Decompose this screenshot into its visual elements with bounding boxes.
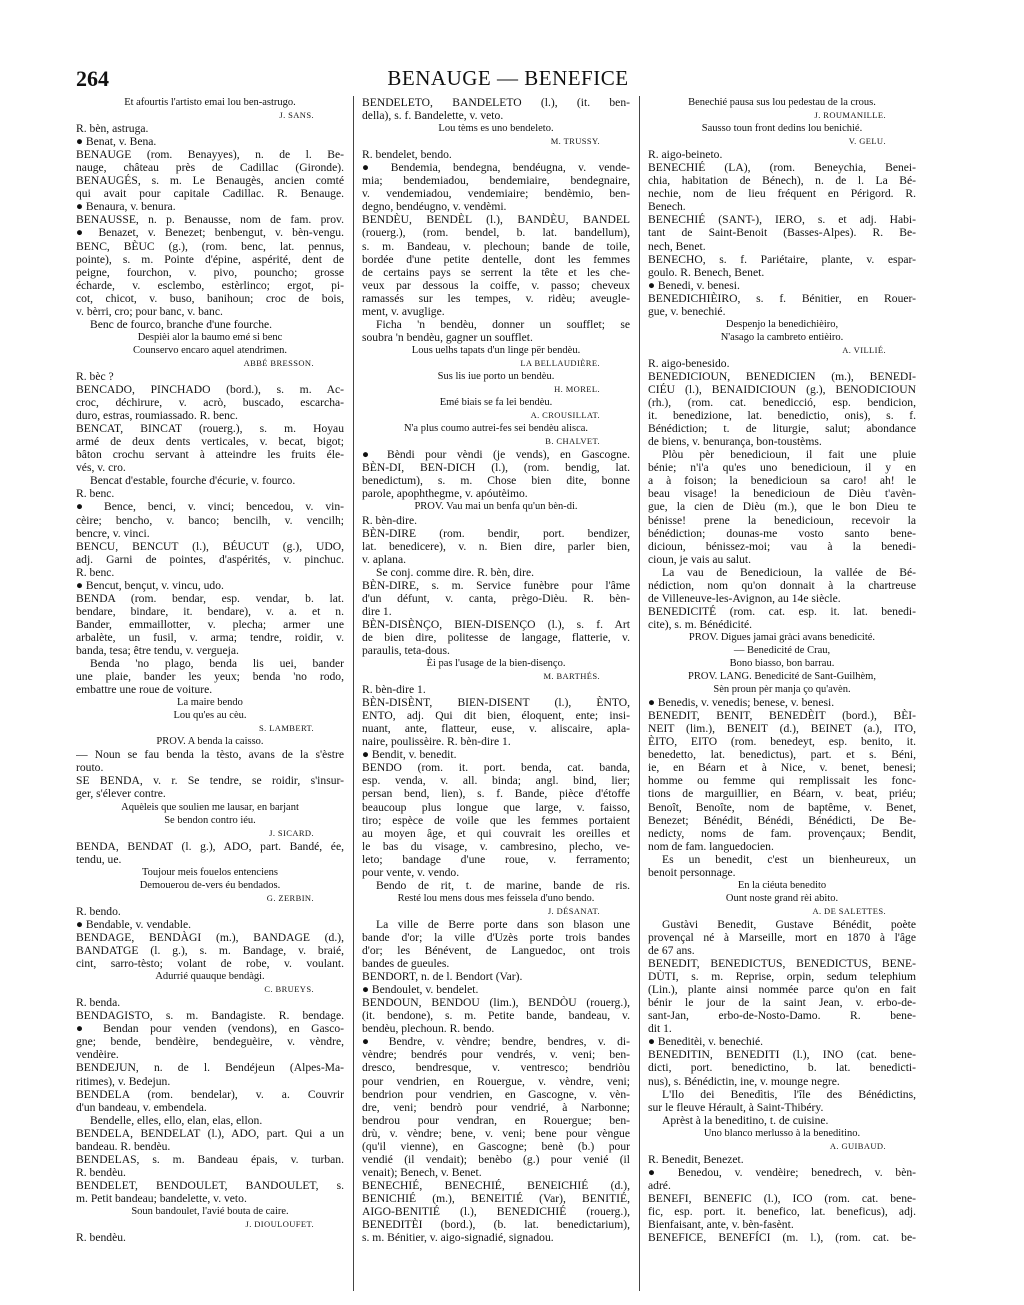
text-line: dire 1.: [362, 604, 392, 618]
text-line: goulo. R. Benech, Benet.: [648, 265, 765, 279]
text-line: BENECHIÉ, BENECHIÉ, BENEICHIÉ (d.),: [362, 1178, 630, 1192]
text-line: En la ciéuta benedito: [737, 879, 827, 891]
text-line: (it. bendone), s. m. Petite bande, bandeau, v.: [362, 1009, 630, 1023]
text-line: BENEDICITÉ (rom. cat. esp. it. lat. benedi-: [648, 604, 916, 618]
text-line: LA BELLAUDIÈRE.: [520, 357, 600, 368]
text-line: Bendelle, elles, ello, elan, elas, ellon.: [90, 1113, 263, 1127]
text-line: embattre une roue de voiture.: [76, 683, 213, 697]
text-line: R. bendo.: [76, 904, 121, 918]
text-line: tendu, ue.: [76, 852, 122, 866]
text-line: BENECHIÉ (LA), (rom. Beneychia, Benei-: [648, 161, 916, 175]
text-line: ● Bendit, v. benedit.: [362, 748, 457, 762]
text-line: La vau de Benedicioun, la vallée de Bé-: [662, 565, 916, 579]
text-line: de 67 ans.: [648, 944, 695, 958]
text-line: BENDAGISTO, s. m. Bandagiste. R. bendage.: [76, 1009, 344, 1023]
text-line: sur le fleuve Hérault, à Saint-Thibéry.: [648, 1100, 824, 1114]
text-line: nech, Benet.: [648, 239, 706, 253]
text-line: Lou qu'es au cèu.: [173, 710, 247, 722]
text-line: Despenjo la benedichièiro,: [725, 318, 839, 330]
text-line: bénie; n'i'a qu'es uno benedicioun, il y en: [648, 461, 916, 475]
text-line: ● Bèndi pour vèndi (je vends), en Gascogne.: [362, 448, 630, 462]
text-line: Despièi alor la baumo emé si benc: [137, 331, 283, 343]
text-line: BENC, BÈUC (g.), (rom. benc, lat. pennus,: [76, 239, 344, 253]
text-line: AIGO-BENITIÉ (l.), BENEDICHIÉ (rouerg.),: [362, 1204, 630, 1218]
text-line: ● Beneditèi, v. benechié.: [648, 1035, 764, 1049]
text-line: it. benedizione, lat. benedictio, onis), s. f.: [648, 409, 916, 423]
text-line: J. SANS.: [279, 110, 314, 121]
text-line: BENDA (rom. bendar, esp. vendar, b. lat.: [76, 591, 344, 605]
text-line: degno, bendéugno, v. vendèmi.: [362, 200, 507, 214]
text-line: L'Ilo dei Benedìtis, l'île des Bénédictins,: [662, 1087, 916, 1101]
text-line: ● Bence, benci, v. vinci; bencedou, v. vin-: [76, 500, 344, 514]
text-line: arbalète, un fusil, v. arma; tendre, roidir, v.: [76, 630, 344, 644]
text-line: veux par dessous la coiffe, v. passo; cheveux: [362, 278, 630, 292]
text-line: ment, v. avuglige.: [362, 304, 445, 318]
text-line: dit 1.: [648, 1022, 672, 1036]
text-line: drù, v. vèndre; bene, v. veni; bene pour vèngue: [362, 1126, 630, 1140]
text-line: Benc de fourco, branche d'une fourche.: [90, 317, 273, 331]
text-line: ● Bendemia, bendegna, bendéugna, v. vende-: [362, 161, 630, 175]
text-line: d'un défunt, v. canta, prègo-Dièu. R. bèn-: [362, 591, 630, 605]
text-line: Toujour meis fouelos entenciens: [141, 866, 279, 878]
text-line: ● Benedi, v. benesi.: [648, 278, 740, 292]
text-line: bendrou pour vendran, en Rouergue; ben-: [362, 1113, 630, 1127]
text-line: H. MOREL.: [554, 384, 600, 395]
text-line: J. DIOULOUFET.: [245, 1219, 314, 1230]
text-line: PROV. LANG. Benedicité de Sant-Guilhèm,: [688, 671, 876, 683]
text-line: ENTO, adj. Qui dit bien, éloquent, ente; insi-: [362, 709, 630, 723]
text-line: SE BENDA, v. r. Se tendre, se roidir, s'insur-: [76, 774, 344, 788]
text-line: tiro; espèce de voile que les femmes portaient: [362, 813, 630, 827]
text-column-3: [648, 96, 916, 1291]
text-line: ● Bendan pour venden (vendons), en Gasco-: [76, 1022, 344, 1036]
text-line: Emé biais se fa lei bendèu.: [439, 397, 553, 409]
text-line: qui avait pour capitale Cadillac. R. Benauge.: [76, 187, 344, 201]
text-line: BANDATGE (l. g.), s. m. Bandage, v. braié,: [76, 944, 344, 958]
text-line: mia; bendemiadou, bendemiaire, bendegnaire,: [362, 174, 630, 188]
text-line: J. ROUMANILLE.: [814, 110, 886, 121]
text-line: v. bèrri, cro; pour banc, v. banc.: [76, 304, 223, 318]
text-line: de bien dire, politesse de langage, flatterie, v.: [362, 630, 630, 644]
text-line: adj. Garni de pointes, d'aspérités, v. pinchuc.: [76, 552, 344, 566]
text-line: pour vente, v. vendo.: [362, 865, 460, 879]
text-line: Counservo encaro aquel atendrimen.: [133, 344, 287, 356]
text-line: nauge, château près de Cadillac (Gironde).: [76, 161, 344, 175]
text-line: nus), s. Bénédictin, ine, v. mounge negre.: [648, 1074, 840, 1088]
text-line: a à foison; la benedicioun sa caro! ah! le: [648, 474, 916, 488]
text-line: R. bèn, astruga.: [76, 122, 149, 136]
text-line: provençal né à Marseille, mort en 1870 à l'âge: [648, 931, 916, 944]
text-line: (qu'il vienne), en Gascogne; benè (b.) pour: [362, 1139, 630, 1153]
text-line: BENDAGE, BENDÀGI (m.), BANDAGE (d.),: [76, 931, 344, 944]
text-line: homme ou femme qui remplissait les fonc-: [648, 774, 916, 788]
text-line: Aquèleis que soulien me lausar, en barjant: [121, 801, 299, 813]
text-line: (Lin.), plante ainsi nommée parce qu'on en fait: [648, 983, 916, 997]
text-line: cioun, je vais au salut.: [648, 552, 752, 566]
text-line: ● Bencut, bençut, v. vincu, udo.: [76, 578, 224, 592]
text-column-2: [362, 96, 630, 1291]
text-line: bordée d'une petite dentelle, dont les femmes: [362, 252, 630, 266]
text-line: ● Bendable, v. vendable.: [76, 917, 192, 931]
text-line: Bander, emmaillotter, v. plecha; armer une: [76, 617, 344, 631]
text-line: A. GUIBAUD.: [829, 1140, 886, 1151]
text-line: Bono biasso, bon barrau.: [729, 658, 835, 670]
text-line: bénédiction; dounas-me vosto santo bene-: [648, 526, 916, 540]
text-line: ● Bendre, v. vèndre; bendre, bendres, v. di-: [362, 1035, 630, 1049]
text-line: M. TRUSSY.: [550, 136, 600, 147]
text-line: BENECHO, s. f. Pariétaire, plante, v. espar-: [648, 252, 916, 266]
text-line: ● Bendoulet, v. bendelet.: [362, 983, 479, 997]
text-line: une plaie, bander les yeux; benda 'no rodo,: [76, 670, 344, 684]
text-line: s. m. Bénitier, v. aigo-signadié, signadou.: [362, 1231, 554, 1245]
text-line: — Benedicité de Crau,: [733, 644, 831, 656]
text-line: DÙTI, s. m. Reprise, orpin, sedum telephium: [648, 970, 916, 984]
text-line: R. bèc ?: [76, 369, 114, 383]
text-line: bandes de gueules.: [362, 957, 450, 971]
text-line: BENCAT, BINCAT (rouerg.), s. m. Hoyau: [76, 422, 344, 436]
text-line: le bas du visage, v. cambresino, plecho, ve-: [362, 839, 630, 853]
text-line: BÈN-DI, BEN-DICH (l.), (rom. bendig, lat.: [362, 461, 630, 475]
text-line: de certains pays se serrent la tête et les che-: [362, 265, 630, 279]
text-line: La maire bendo: [177, 697, 243, 709]
text-line: tions de marguillier, en Béarn, v. beat, priéu;: [648, 787, 916, 801]
text-line: A. DE SALETTES.: [812, 905, 886, 916]
text-line: Sausso toun front dedins lou benichié.: [701, 123, 863, 135]
text-line: BÈN-DISÈNT, BIEN-DISENT (l.), ÈNTO,: [362, 696, 630, 710]
text-line: BENEDICHIÈIRO, s. f. Bénitier, en Rouer-: [648, 291, 916, 305]
text-line: R. Benedit, Benezet.: [648, 1152, 744, 1166]
text-line: Benezet; Bénédit, Bénédi, Bénédicti, De Be-: [648, 813, 916, 827]
text-line: R. bendèu.: [76, 1165, 126, 1179]
text-line: beau visage! la benedicioun de Dièu t'avèn-: [648, 487, 916, 501]
text-line: Sus lis iue porto un bendèu.: [437, 370, 555, 382]
text-line: Bencat d'estable, fourche d'écurie, v. fourco.: [90, 474, 296, 488]
text-line: Et afourtis l'artisto emai lou ben-astrugo.: [124, 97, 296, 108]
text-line: Ficha 'n bendèu, donner un soufflet; se: [376, 317, 630, 331]
text-line: G. ZERBIN.: [266, 892, 314, 903]
text-line: ÈITO, EITO (rom. benedeyt, esp. benito, it.: [648, 735, 916, 749]
text-line: v. aplana.: [362, 552, 406, 566]
text-line: croc, déchirure, v. acrò, buscado, escarcha-: [76, 396, 344, 410]
text-line: gue, v. benechié.: [648, 304, 726, 318]
text-line: vés, v. cro.: [76, 461, 126, 475]
text-line: cite), s. m. Bénédicité.: [648, 617, 752, 631]
text-line: ramassés sur les tempes, v. ridèu; aveugle-: [362, 291, 630, 305]
text-line: esp. venda, v. all. binda; angl. bind, lier;: [362, 774, 630, 788]
text-line: Plòu pèr benedicioun, il fait une pluie: [662, 448, 916, 462]
text-line: ● Benazet, v. Benezet; benbengut, v. bèn-vengu.: [76, 226, 344, 240]
text-line: sant-Jan, erbo-de-Nosto-Damo. R. bene-: [648, 1009, 916, 1023]
text-line: parole, apophthegme, v. apóutèimo.: [362, 487, 528, 501]
text-line: R. bèn-dire.: [362, 513, 418, 527]
text-line: BENDOUN, BENDOU (lim.), BENDÒU (rouerg.),: [362, 996, 630, 1010]
text-line: bencre, v. vinci.: [76, 526, 150, 540]
text-line: Demouerou de-vers éu bendados.: [139, 879, 281, 891]
text-line: BENDÈU, BENDÈL (l.), BANDÈU, BANDEL: [362, 213, 630, 227]
text-line: N'asago la cambreto entièiro.: [720, 331, 844, 343]
text-line: dre, veni; bendrò pour vendrié, à Narbonne;: [362, 1100, 630, 1114]
text-line: BENDA, BENDAT (l. g.), ADO, part. Bandé, ée,: [76, 839, 344, 853]
text-line: nechie, nom de lieu fréquent en Périgord. R.: [648, 187, 916, 201]
text-line: BENCADO, PINCHADO (bord.), s. m. Ac-: [76, 383, 344, 397]
text-line: Se bendon contro iéu.: [164, 814, 256, 826]
text-line: BÈN-DIRE, s. m. Service funèbre pour l'âme: [362, 578, 630, 592]
text-line: ● Benedou, v. vendèire; benedrech, v. bèn-: [648, 1165, 916, 1179]
column-divider: [353, 96, 354, 1291]
text-line: BENDELAS, s. m. Bandeau épais, v. turban.: [76, 1152, 344, 1166]
text-line: dresco, bendresque, v. ventresco; bendriòu: [362, 1061, 630, 1075]
text-line: (rouerg.), (rom. bendel, b. lat. bandellum),: [362, 226, 630, 240]
text-line: (rh.), (rom. cat. benedicció, esp. bendicion,: [648, 396, 916, 410]
text-line: tant de Saint-Benoit (Basses-Alpes). R. Be-: [648, 226, 916, 240]
text-line: gne; bende, bendèire, bendeguèire, v. vèndre,: [76, 1035, 344, 1049]
text-line: bendare, bindare, it. bendare), v. a. et n.: [76, 604, 344, 618]
text-line: PROV. Vau mai un benfa qu'un bèn-di.: [414, 501, 578, 513]
text-line: bandeau. R. bendèu.: [76, 1139, 171, 1153]
text-line: écharde, v. esclembo, estèrlinco; ergot, pi-: [76, 278, 344, 292]
text-line: cint, sarro-tèsto; volant de robe, v. voulant.: [76, 957, 344, 971]
text-line: de Villeneuve-les-Avignon, au 14e siècle.: [648, 591, 841, 605]
text-line: duro, estras, roumiassado. R. benc.: [76, 409, 238, 423]
text-line: Bienfaisant, ante, v. bèn-fasènt.: [648, 1218, 794, 1232]
text-line: Benda 'no plago, benda lis uei, bander: [90, 657, 344, 671]
text-line: J. DÉSANAT.: [547, 905, 600, 916]
text-line: peigne, fourchon, v. pivo, pouncho; grosse: [76, 265, 344, 279]
text-line: BENDELETO, BANDELETO (l.), (it. ben-: [362, 96, 630, 109]
text-line: chia, habitation de Bénech), n. de l. La Bé-: [648, 174, 916, 188]
text-line: beaucoup plus longue que large, v. faisso,: [362, 800, 630, 814]
text-line: — Noun se fau benda la tèsto, avans de la s'èstre: [76, 748, 344, 762]
running-title: BENAUGE — BENEFICE: [387, 66, 629, 90]
text-line: ● Benaura, v. benura.: [76, 200, 176, 214]
text-line: BENAUGÉS, s. m. Le Benaugès, ancien comté: [76, 174, 344, 188]
column-divider: [639, 96, 640, 1291]
text-line: Se conj. comme dire. R. bèn, dire.: [376, 565, 535, 579]
text-line: nom de fam. languedocien.: [648, 839, 774, 853]
text-line: adré.: [648, 1178, 671, 1192]
text-line: banda, tesa; être tendu, v. vergueja.: [76, 643, 239, 657]
text-line: Ount noste grand rèi abito.: [725, 892, 839, 904]
text-line: m. Petit bandeau; bandelette, v. veto.: [76, 1191, 247, 1205]
text-line: armé de deux dents verticales, v. becat, bigot;: [76, 435, 344, 449]
text-line: bendèu, plechoun. R. bendo.: [362, 1022, 495, 1036]
text-line: PROV. Digues jamai gràci avans benedicité.: [688, 631, 876, 643]
text-line: nedicty, noms de fam. provençaux; Bendit,: [648, 826, 916, 840]
text-line: vendié (il vendait); benèbo (g.) pour venié (il: [362, 1152, 630, 1166]
text-line: R. benda.: [76, 996, 121, 1010]
text-line: Sèn proun pèr manja ço qu'avèn.: [713, 684, 851, 696]
text-line: BENEDICIOUN, BENEDICIEN (m.), BENEDI-: [648, 369, 916, 383]
text-line: ritimes), v. Bedejun.: [76, 1074, 171, 1088]
text-line: BENDELA (rom. bendelar), v. a. Couvrir: [76, 1087, 344, 1101]
text-line: S. LAMBERT.: [259, 723, 314, 734]
text-line: BENEDITIN, BENEDITI (l.), INO (cat. bene-: [648, 1048, 916, 1062]
text-line: CIÉU (l.), BENAIDICIOUN (g.), BENODICIOUN: [648, 383, 916, 397]
text-line: Bénédiction; t. de liturgie, salut; abondance: [648, 422, 916, 436]
text-line: paraulis, teta-dous.: [362, 643, 450, 657]
text-line: Benech.: [648, 200, 686, 214]
text-line: ● Benedis, v. venedis; benese, v. benesi.: [648, 696, 835, 710]
text-line: NEIT (lim.), BENEIT (d.), BEINET (a.), ITO,: [648, 722, 916, 736]
text-line: Benechié pausa sus lou pedestau de la crous.: [688, 97, 876, 108]
text-line: nuant, ante, flatteur, euse, v. aliscaire, apla-: [362, 722, 630, 736]
text-line: persan bend, lien), s. f. Bande, pièce d'étoffe: [362, 787, 630, 801]
text-line: de biens, v. benurança, bon-toustèms.: [648, 435, 822, 449]
text-line: BÈN-DISÈNÇO, BIEN-DISENÇO (l.), s. f. Art: [362, 617, 630, 631]
text-line: pour vendrien, en Rouergue, v. vèndre, veni;: [362, 1074, 630, 1088]
text-line: d'un bandeau, v. embendela.: [76, 1100, 207, 1114]
text-line: BENAUGE (rom. Benayyes), n. de l. Be-: [76, 148, 344, 162]
text-line: C. BRUEYS.: [264, 984, 314, 995]
text-line: V. GELU.: [848, 136, 886, 147]
text-line: ger, s'élever contre.: [76, 787, 166, 801]
text-line: BENAUSSE, n. p. Benausse, nom de fam. prov.: [76, 213, 344, 227]
text-line: routo.: [76, 761, 104, 775]
text-line: Es un benedit, c'est un bienheureux, un: [662, 852, 916, 866]
text-line: bendrion pour vendrien, en Gascogne, v. vèn-: [362, 1087, 630, 1101]
text-line: bande d'or; la ville d'Uzès porte trois bandes: [362, 931, 630, 944]
text-line: cot, chicot, v. buso, banihoun; croc de bois,: [76, 291, 344, 305]
text-line: BENECHIÉ (SANT-), IERO, s. et adj. Habi-: [648, 213, 916, 227]
text-line: dicti, port. benedictino, b. lat. benedicti-: [648, 1061, 916, 1075]
text-line: A. VILLIÉ.: [842, 344, 886, 355]
text-line: ABBÉ BRESSON.: [243, 357, 314, 368]
text-line: BENCU, BENCUT (l.), BÉUCUT (g.), UDO,: [76, 539, 344, 553]
page-number: 264: [76, 66, 109, 91]
text-line: cèire; bencho, v. banco; bencilh, v. vencilh;: [76, 513, 344, 527]
text-line: Adurrié quauque bendàgi.: [155, 971, 265, 983]
text-line: venait); Benech, v. Benet.: [362, 1165, 482, 1179]
text-line: BENDORT, n. de l. Bendort (Var).: [362, 970, 523, 984]
text-column-1: [76, 96, 344, 1291]
text-line: R. bendèu.: [76, 1231, 126, 1245]
text-line: J. SICARD.: [269, 827, 314, 838]
text-line: BENDELA, BENDELAT (l.), ADO, part. Qui a un: [76, 1126, 344, 1140]
text-line: Lou tèms es uno bendeleto.: [438, 123, 554, 135]
text-line: ● Benat, v. Bena.: [76, 135, 157, 149]
text-line: bénir le jour de la saint Jean, v. erbo-de-: [648, 996, 916, 1010]
text-line: dicioun, bénissez-moi; vau à la benedi-: [648, 539, 916, 553]
text-line: B. CHALVET.: [545, 436, 600, 447]
text-line: BÈN-DIRE (rom. bendir, port. bendizer,: [362, 526, 630, 540]
text-line: Uno blanco merlusso à la beneditino.: [703, 1127, 861, 1139]
text-line: Aprèst à la beneditino, t. de cuisine.: [662, 1113, 829, 1127]
text-line: au moyen âge, et qui couvrait les oreilles et: [362, 826, 630, 840]
text-line: v. vendemiadou, vendemiaire; bendèmio, ben-: [362, 187, 630, 201]
text-line: M. BARTHÉS.: [543, 671, 600, 682]
text-line: soubra 'n bendèu, gagner un soufflet.: [362, 330, 533, 344]
text-line: s. m. Bandeau, v. plechoun; bande de toile,: [362, 239, 630, 253]
text-line: benedictum), s. m. Chose bien dite, bonne: [362, 474, 630, 488]
text-line: R. benc.: [76, 487, 115, 501]
text-line: bénisse! prene la benedicioun, recevoir la: [648, 513, 916, 527]
text-line: della), s. f. Bandelette, v. veto.: [362, 109, 504, 123]
text-line: Benoît, Benoîte, nom de baptême, v. Benet,: [648, 800, 916, 814]
text-line: pointe), s. m. Pointe d'épine, aspérité, dent de: [76, 252, 344, 266]
text-line: BENEDITÈI (bord.), (b. lat. benedictarium),: [362, 1218, 630, 1232]
text-line: BENDEJUN, n. de l. Bendéjeun (Alpes-Ma-: [76, 1061, 344, 1075]
text-line: benoit personnage.: [648, 865, 736, 879]
text-line: Èi pas l'usage de la bien-disenço.: [426, 658, 566, 670]
text-line: A. CROUSILLAT.: [530, 410, 600, 421]
text-line: ie, en Béarn et à Nice, v. benet, benesi;: [648, 761, 916, 775]
text-line: BENDO (rom. it. port. benda, cat. banda,: [362, 761, 630, 775]
text-line: bâton crochu servant à atteindre les fruits éle-: [76, 448, 344, 462]
text-line: naire, poulissèire. R. bèn-dire 1.: [362, 735, 511, 749]
text-line: Lous uelhs tapats d'un linge për bendèu.: [411, 344, 581, 356]
text-line: R. benc.: [76, 565, 115, 579]
text-line: d'or; les Bénévent, de Languedoc, ont trois: [362, 944, 630, 958]
text-line: BENDELET, BENDOULET, BANDOULET, s.: [76, 1178, 344, 1192]
text-line: Gustàvi Benedit, Gustave Bénédit, poète: [662, 917, 916, 931]
text-line: vèndre; bendrés pour vendrés, v. veni; ben-: [362, 1048, 630, 1062]
text-line: N'a plus coumo autrei-fes sei bendèu alisca.: [403, 423, 589, 435]
text-line: lat. benedicere), v. n. Bien dire, parler bien,: [362, 539, 630, 553]
text-line: BENEFICE, BENEFÍCI (m. l.), (rom. cat. be-: [648, 1231, 916, 1245]
text-line: Soun bandoulet, l'avié bouta de caire.: [131, 1205, 289, 1217]
text-line: R. aigo-beineto.: [648, 148, 723, 162]
text-line: nédiction, nom qu'on donnait à la chartreuse: [648, 578, 916, 592]
text-line: vendèire.: [76, 1048, 119, 1062]
text-line: R. bendelet, bendo.: [362, 148, 452, 162]
text-line: leto; bandage d'une roue, v. ferramento;: [362, 852, 630, 866]
text-line: BENEDIT, BENEDICTUS, BENEDICTUS, BENE-: [648, 957, 916, 971]
text-line: fic, esp. port. it. benefico, lat. beneficus), adj.: [648, 1204, 916, 1218]
text-line: Resté lou mens dous mes feissela d'uno bendo.: [397, 892, 595, 904]
text-line: benedetto, lat. benedictus), part. et s. Béni,: [648, 748, 916, 762]
text-line: R. aigo-benesido.: [648, 356, 730, 370]
text-line: BENICHIÉ (m.), BENEITIÉ (Var), BENITIÉ,: [362, 1191, 630, 1205]
text-line: BENEDIT, BENIT, BENEDÈIT (bord.), BÈI-: [648, 709, 916, 723]
text-line: R. bèn-dire 1.: [362, 683, 426, 697]
text-line: BENEFI, BENEFIC (l.), ICO (rom. cat. bene-: [648, 1191, 916, 1205]
text-line: PROV. A benda la caisso.: [156, 736, 264, 748]
text-line: gue, la cien de Dièu (m.), que le bon Dieu te: [648, 500, 916, 514]
text-line: Bendo de rit, t. de marine, bande de ris.: [376, 878, 630, 892]
text-line: La ville de Berre porte dans son blason une: [376, 917, 630, 931]
